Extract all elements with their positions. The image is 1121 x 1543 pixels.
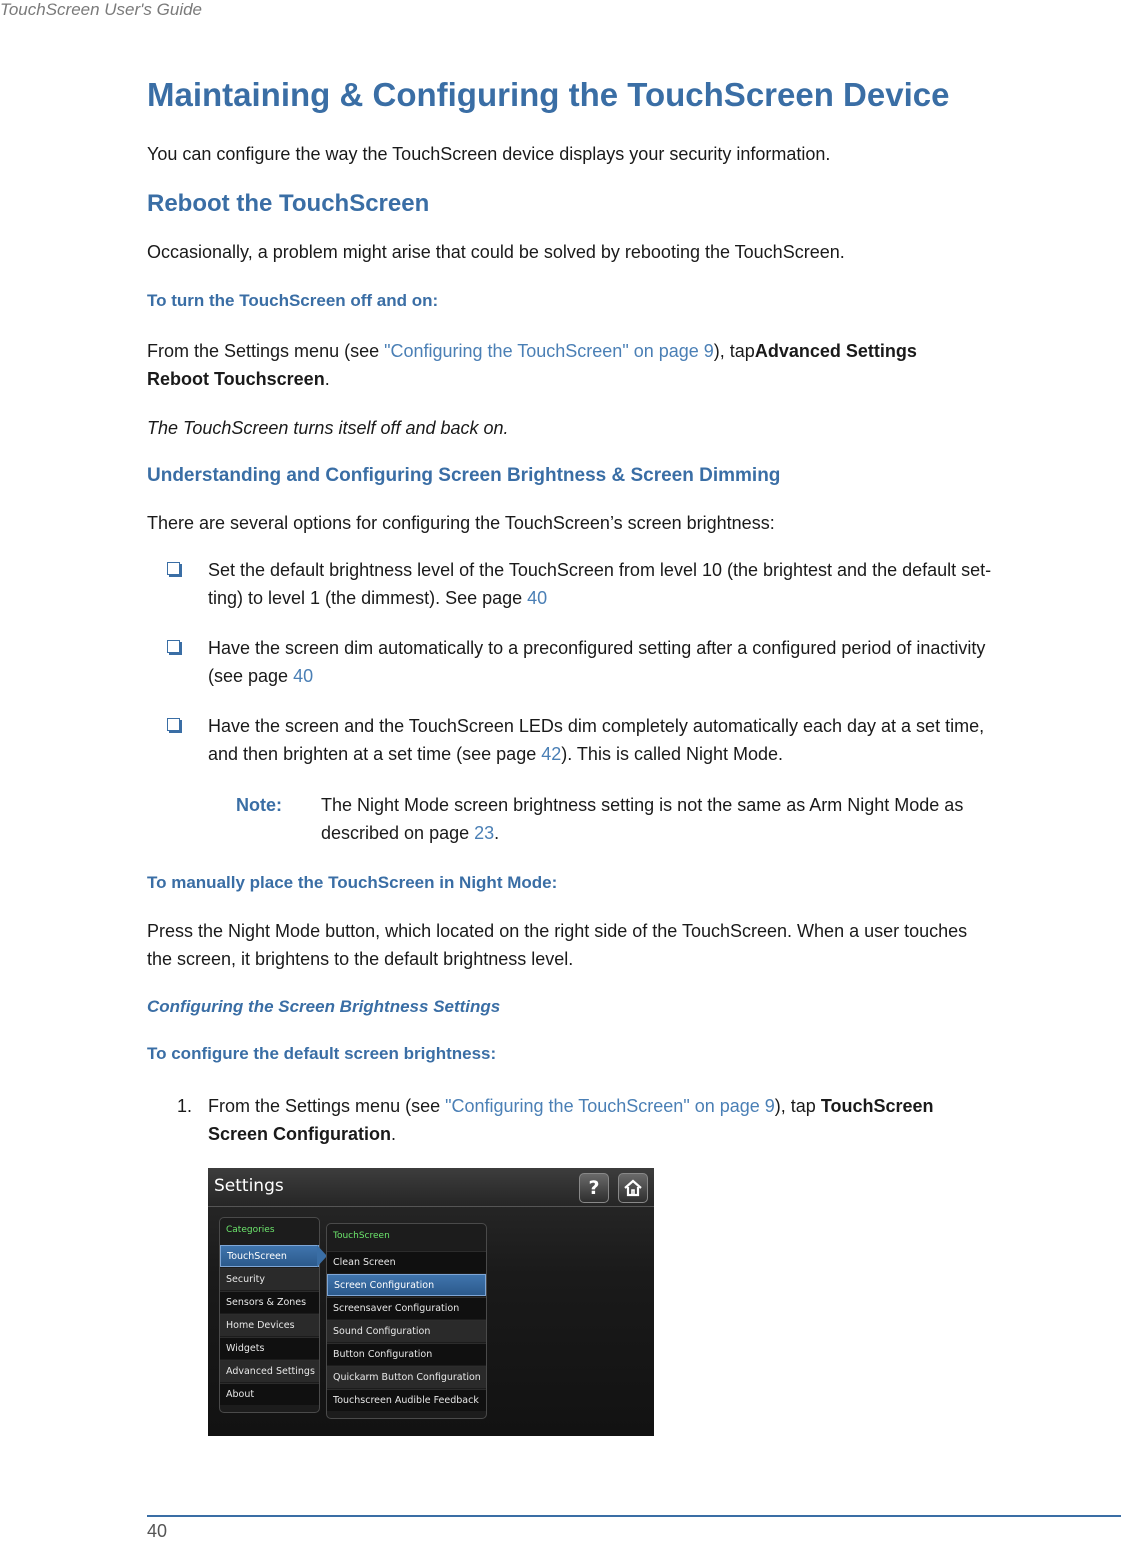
page-link[interactable]: 23	[474, 823, 495, 843]
bullet-text: ). This is called Night Mode.	[561, 744, 784, 764]
submenu-item-clean-screen[interactable]: Clean Screen	[327, 1251, 486, 1273]
touchscreen-label: TouchScreen	[820, 1096, 934, 1116]
configuring-link[interactable]: "Configuring the TouchScreen" on page 9	[445, 1096, 775, 1116]
checkbox-bullet-icon	[167, 718, 180, 731]
section-heading-brightness: Understanding and Configuring Screen Brightness & Screen Dimming	[147, 465, 781, 486]
category-item-advanced-settings[interactable]: Advanced Settings	[220, 1360, 319, 1382]
categories-header: Categories	[226, 1225, 275, 1235]
bullet-text: and then brighten at a set time (see page	[208, 744, 542, 764]
submenu-item-sound-configuration[interactable]: Sound Configuration	[327, 1320, 486, 1342]
category-item-widgets[interactable]: Widgets	[220, 1337, 319, 1359]
night-mode-paragraph	[147, 917, 967, 973]
note-text: .	[494, 823, 500, 843]
screenshot-title-bar	[208, 1168, 654, 1207]
brightness-intro: There are several options for configuring the TouchScreen’s screen brightness:	[147, 513, 775, 533]
note-label: Note:	[236, 795, 282, 815]
reboot-step-text-mid: ), tap	[713, 341, 755, 361]
touchscreen-submenu-panel	[326, 1223, 487, 1419]
screenshot-title: Settings	[214, 1176, 284, 1196]
procedure-heading-night-mode: To manually place the TouchScreen in Night Mode:	[147, 873, 558, 892]
night-mode-text: Press the Night Mode button, which located on the right side of the TouchScreen. When a user touches	[147, 921, 968, 941]
bullet-text: Have the screen and the TouchScreen LEDs dim completely automatically each day at a set time,	[208, 716, 985, 736]
submenu-header: TouchScreen	[333, 1231, 390, 1241]
procedure-heading-config: To configure the default screen brightness:	[147, 1044, 497, 1063]
category-item-touchscreen[interactable]: TouchScreen	[220, 1245, 319, 1267]
subsection-heading-config: Configuring the Screen Brightness Settings	[147, 997, 501, 1016]
bullet-text: Set the default brightness level of the TouchScreen from level 10 (the brightest and the default set-	[208, 560, 992, 580]
reboot-step	[147, 337, 917, 393]
step-text: ), tap	[774, 1096, 821, 1116]
bullet-text: ting) to level 1 (the dimmest). See page	[208, 588, 528, 608]
category-item-security[interactable]: Security	[220, 1268, 319, 1290]
list-item	[167, 634, 1117, 690]
checkbox-bullet-icon	[167, 562, 180, 575]
night-mode-text: the screen, it brightens to the default brightness level.	[147, 949, 574, 969]
list-item	[167, 556, 1117, 612]
category-item-sensors-zones[interactable]: Sensors & Zones	[220, 1291, 319, 1313]
note-text: described on page	[321, 823, 475, 843]
submenu-item-quickarm-button-configuration[interactable]: Quickarm Button Configuration	[327, 1366, 486, 1388]
reboot-touchscreen-label: Reboot Touchscreen	[147, 369, 325, 389]
page-title: Maintaining & Configuring the TouchScreen Device	[147, 76, 950, 113]
page-link[interactable]: 42	[541, 744, 562, 764]
reboot-step-text: From the Settings menu (see	[147, 341, 385, 361]
settings-screenshot	[208, 1168, 654, 1436]
reboot-step-end: .	[324, 369, 330, 389]
checkbox-bullet-icon	[167, 640, 180, 653]
reboot-result: The TouchScreen turns itself off and back on.	[147, 418, 509, 438]
reboot-paragraph: Occasionally, a problem might arise that could be solved by rebooting the TouchScreen.	[147, 242, 845, 262]
config-step	[177, 1092, 934, 1144]
intro-paragraph: You can configure the way the TouchScreen device displays your security information.	[147, 144, 831, 164]
step-number: 1.	[177, 1096, 193, 1116]
configuring-link[interactable]: "Configuring the TouchScreen" on page 9	[384, 341, 714, 361]
page-link[interactable]: 40	[293, 666, 314, 686]
page-number: 40	[147, 1521, 168, 1541]
bullet-text: (see page	[208, 666, 294, 686]
submenu-item-screensaver-configuration[interactable]: Screensaver Configuration	[327, 1297, 486, 1319]
note-text: The Night Mode screen brightness setting is not the same as Arm Night Mode as	[321, 795, 964, 815]
help-icon[interactable]: ?	[579, 1173, 609, 1203]
category-item-about[interactable]: About	[220, 1383, 319, 1405]
step-text: .	[391, 1124, 397, 1144]
category-item-home-devices[interactable]: Home Devices	[220, 1314, 319, 1336]
screen-configuration-label: Screen Configuration	[208, 1124, 392, 1144]
submenu-item-touchscreen-audible-feedback[interactable]: Touchscreen Audible Feedback	[327, 1389, 486, 1411]
submenu-item-screen-configuration[interactable]: Screen Configuration	[327, 1274, 486, 1296]
advanced-settings-label: Advanced Settings	[754, 341, 917, 361]
running-header: TouchScreen User's Guide	[0, 0, 202, 19]
section-heading-reboot: Reboot the TouchScreen	[147, 190, 430, 217]
page-link[interactable]: 40	[527, 588, 548, 608]
bullet-text: Have the screen dim automatically to a preconfigured setting after a configured period of inactivity	[208, 638, 986, 658]
categories-panel	[219, 1217, 320, 1413]
home-icon[interactable]	[618, 1173, 648, 1203]
procedure-heading-reboot: To turn the TouchScreen off and on:	[147, 291, 439, 310]
list-item	[167, 712, 1117, 768]
note	[236, 791, 964, 843]
footer-divider	[147, 1515, 1121, 1517]
step-text: From the Settings menu (see	[208, 1096, 446, 1116]
submenu-item-button-configuration[interactable]: Button Configuration	[327, 1343, 486, 1365]
